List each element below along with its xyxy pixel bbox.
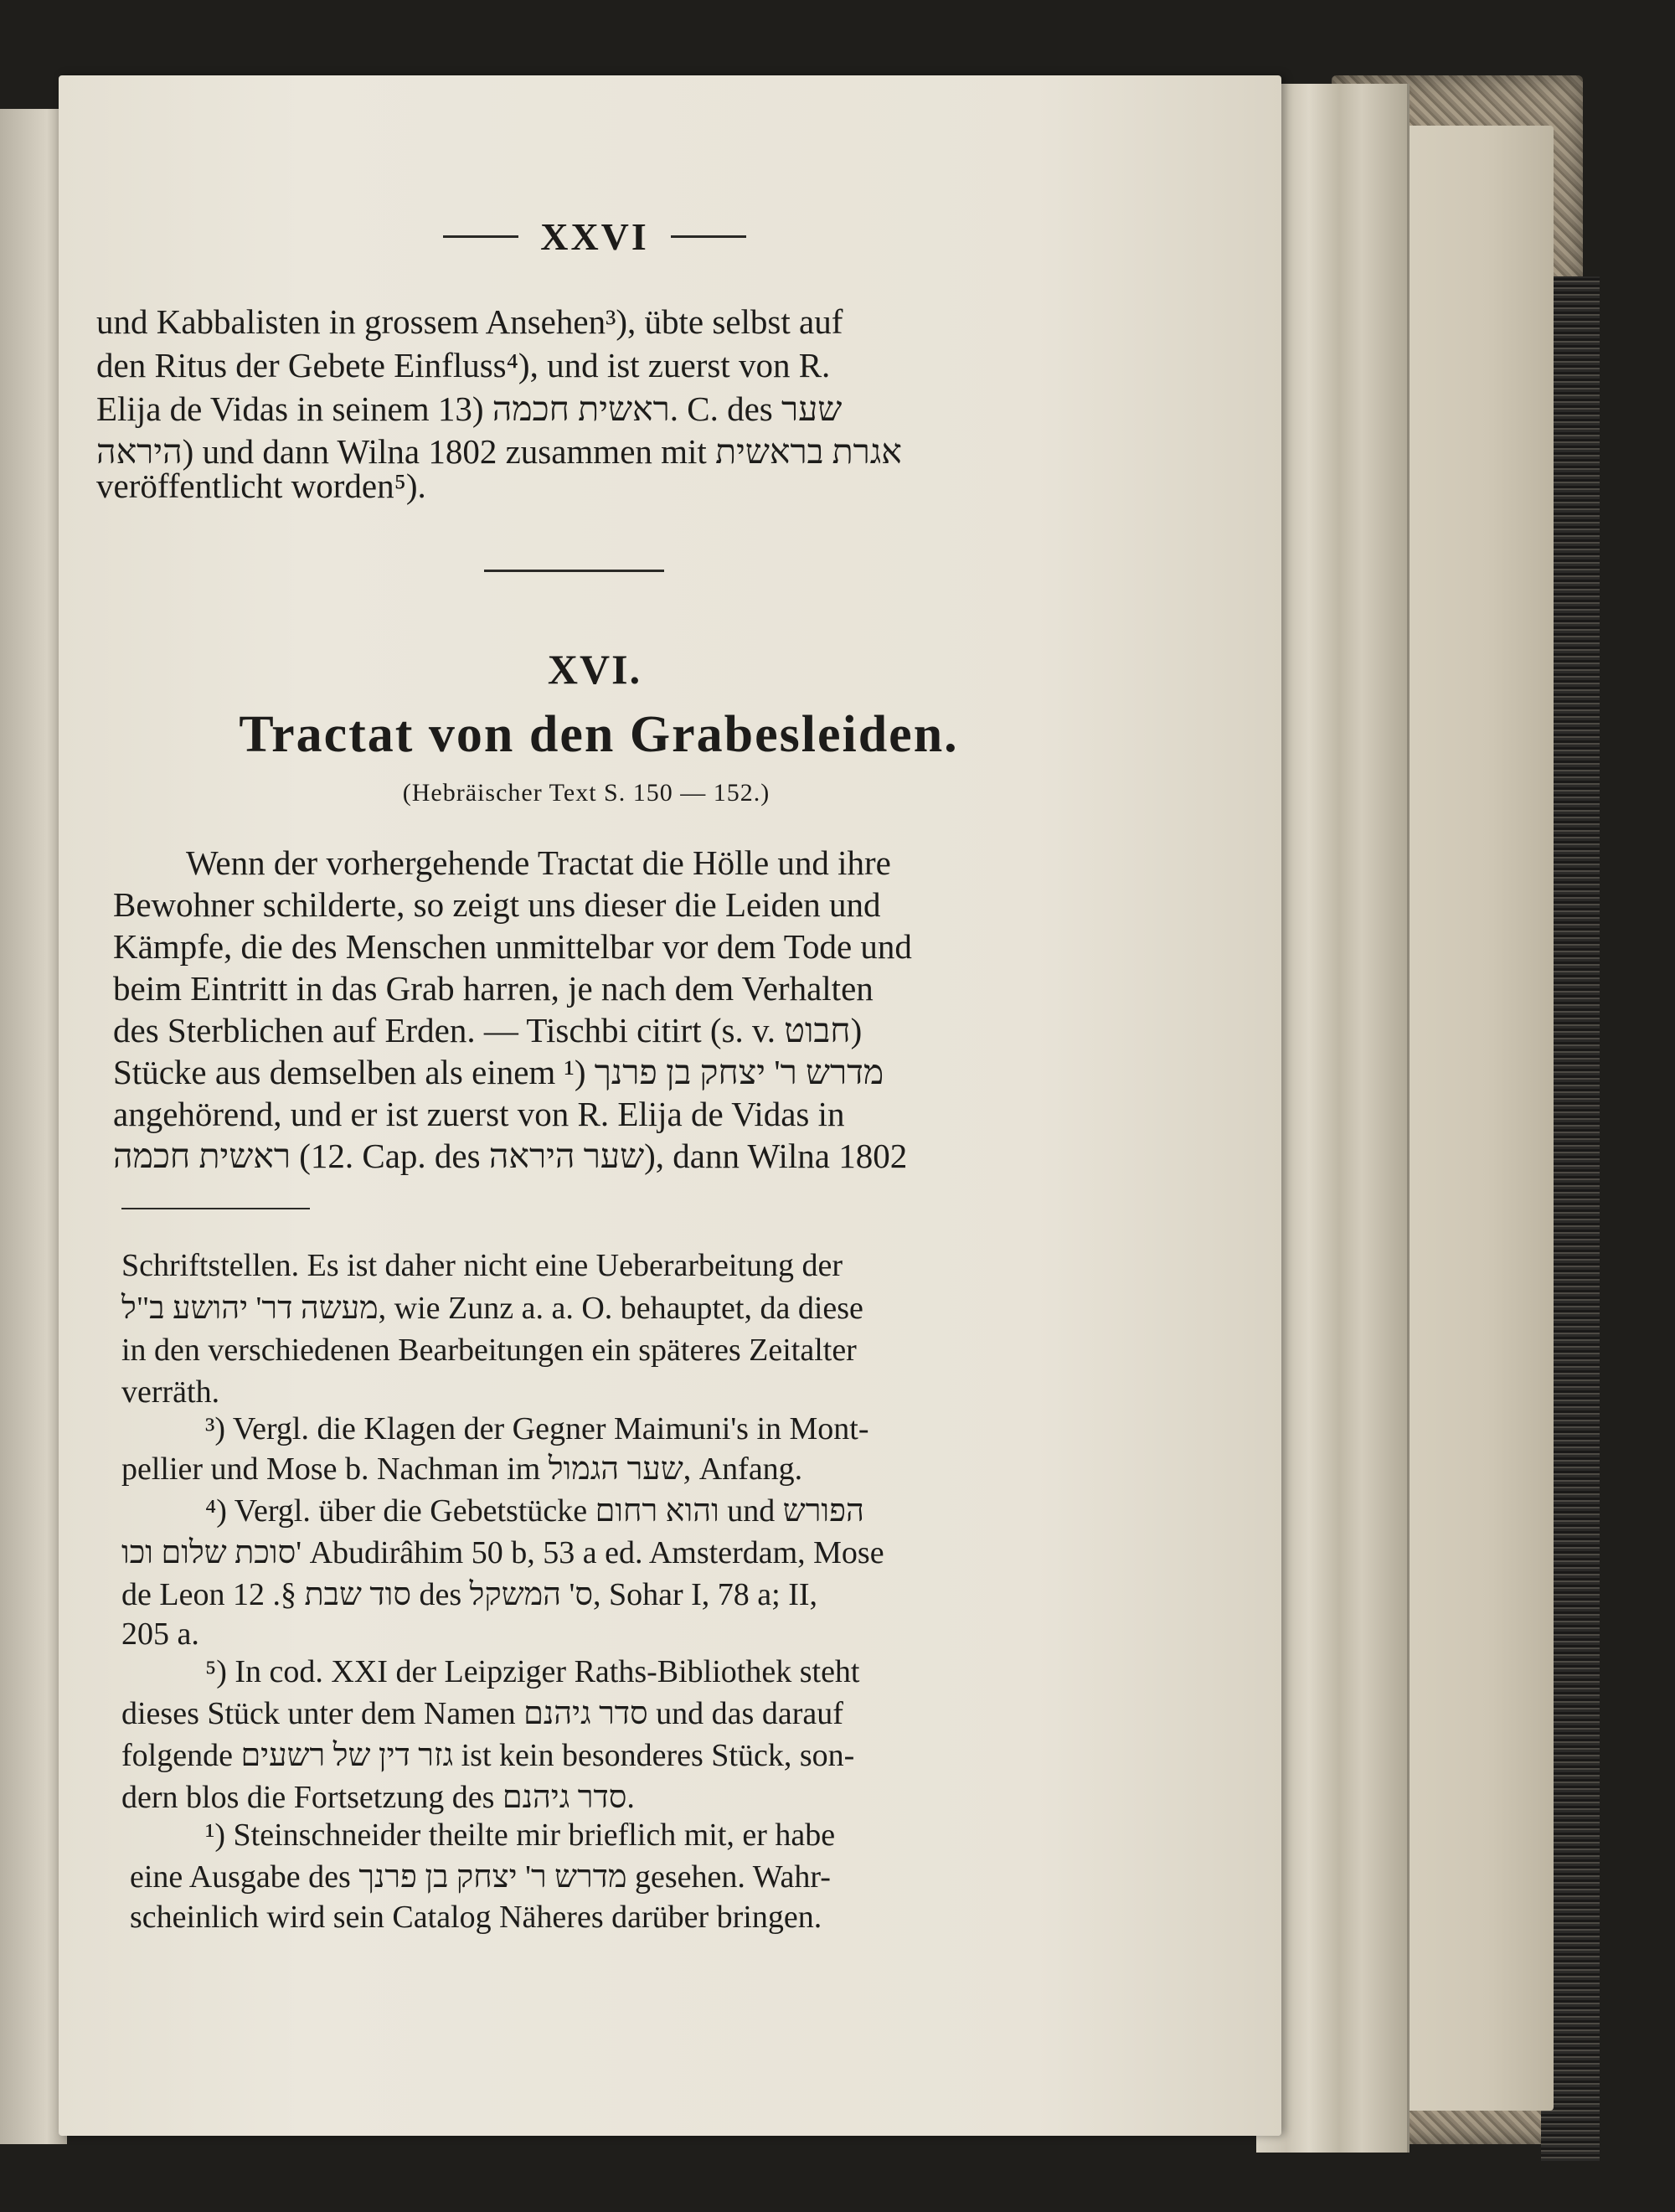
- header-dash-right: [671, 235, 746, 238]
- footnote-line: in den verschiedenen Bearbeitungen ein späteres Zeitalter: [121, 1333, 857, 1368]
- footnote-line: ¹) Steinschneider theilte mir brieflich mit, er habe: [205, 1818, 836, 1853]
- footnote-line: folgende גזר דין של רשעים ist kein besonderes Stück, son-: [121, 1738, 855, 1773]
- text-line: des Sterblichen auf Erden. — Tischbi citirt (s. v. חבוט): [113, 1011, 863, 1049]
- text-line: und Kabbalisten in grossem Ansehen³), übte selbst auf: [96, 302, 843, 341]
- text-line: Wenn der vorhergehende Tractat die Hölle und ihre: [186, 843, 891, 882]
- text-line: Stücke aus demselben als einem ¹) מדרש ר' יצחק בן פרנך: [113, 1053, 884, 1091]
- footnote-line: סוכת שלום וכו' Abudirâhim 50 b, 53 a ed. Amsterdam, Mose: [121, 1535, 884, 1570]
- text-line: den Ritus der Gebete Einfluss⁴), und ist zuerst von R.: [96, 346, 831, 384]
- text-line: ראשית חכמה (12. Cap. des שער היראה), dann Wilna 1802: [113, 1137, 908, 1175]
- header-dash-left: [443, 235, 518, 238]
- footnote-line: 205 a.: [121, 1616, 199, 1652]
- text-line: angehörend, und er ist zuerst von R. Elija de Vidas in: [113, 1095, 845, 1133]
- text-line: Elija de Vidas in seinem ראשית חכמה (13. C. des שער: [96, 389, 843, 428]
- footnote-line: ³) Vergl. die Klagen der Gegner Maimuni's in Mont-: [205, 1411, 869, 1446]
- text-line: Bewohner schilderte, so zeigt uns dieser die Leiden und: [113, 885, 881, 924]
- footnote-line: מעשה דר' יהושע ב"ל, wie Zunz a. a. O. behauptet, da diese: [121, 1291, 863, 1326]
- footnote-line: dern blos die Fortsetzung des סדר גיהנם.: [121, 1780, 635, 1815]
- footnote-line: Schriftstellen. Es ist daher nicht eine Ueberarbeitung der: [121, 1248, 843, 1283]
- text-line: היראה) und dann Wilna 1802 zusammen mit אגרת בראשית: [96, 432, 902, 471]
- footnote-line: scheinlich wird sein Catalog Näheres darüber bringen.: [130, 1900, 822, 1935]
- footnote-line: ⁵) In cod. XXI der Leipziger Raths-Bibliothek steht: [205, 1654, 860, 1689]
- page-header: [402, 211, 787, 261]
- text-line: Kämpfe, die des Menschen unmittelbar vor dem Tode und: [113, 927, 912, 966]
- text-line: beim Eintritt in das Grab harren, je nach dem Verhalten: [113, 969, 874, 1008]
- footnote-line: de Leon סוד שבת §. 12 des ס' המשקל, Sohar I, 78 a; II,: [121, 1577, 818, 1612]
- footnote-rule: [121, 1208, 310, 1209]
- section-number: XVI.: [547, 646, 642, 693]
- footnote-line: dieses Stück unter dem Namen סדר גיהנם und das darauf: [121, 1696, 843, 1731]
- page-number: XXVI: [540, 214, 649, 258]
- text-line: veröffentlicht worden⁵).: [96, 467, 426, 505]
- section-divider: [484, 570, 664, 572]
- section-subtitle: (Hebräischer Text S. 150 — 152.): [402, 779, 770, 807]
- footnote-line: ⁴) Vergl. über die Gebetstücke והוא רחום und הפורש: [205, 1493, 864, 1529]
- section-title: Tractat von den Grabesleiden.: [239, 706, 959, 763]
- footnote-line: eine Ausgabe des מדרש ר' יצחק בן פרנך gesehen. Wahr-: [130, 1859, 831, 1895]
- footnote-line: verräth.: [121, 1374, 220, 1410]
- footnote-line: pellier und Mose b. Nachman im שער הגמול, Anfang.: [121, 1451, 803, 1487]
